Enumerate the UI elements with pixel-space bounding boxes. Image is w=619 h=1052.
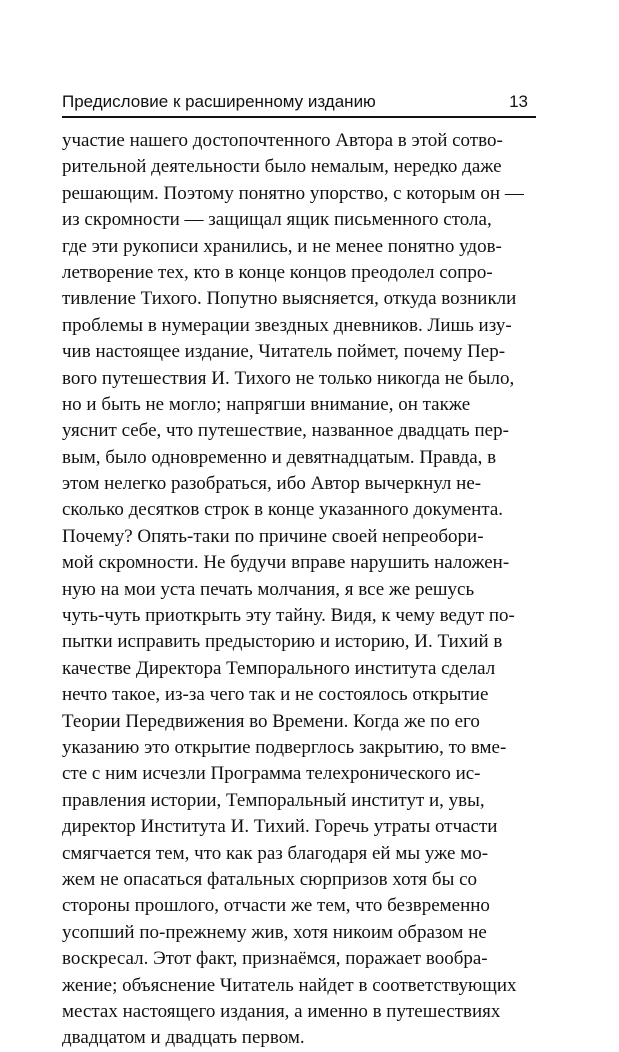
text-line: Теории Передвижения во Времени. Когда же по его [62, 710, 480, 732]
text-line: участие нашего достопочтенного Автора в этой сотво- [62, 130, 503, 151]
text-line: воскресал. Этот факт, признаёмся, поражает вообра- [62, 948, 488, 970]
body-text [62, 128, 536, 1052]
text-line: из скромности — защищал ящик письменного стола, [62, 209, 492, 231]
text-line: чуть-чуть приоткрыть эту тайну. Видя, к чему ведут по- [62, 605, 515, 627]
text-line: жение; объяснение Читатель найдет в соответствующих [62, 974, 517, 996]
text-line: решающим. Поэтому понятно упорство, с которым он — [62, 182, 524, 204]
text-line: указанию это открытие подверглось закрытию, то вме- [62, 736, 507, 758]
text-line: рительной деятельности было немалым, нередко даже [62, 156, 502, 178]
text-line: директор Института И. Тихий. Горечь утраты отчасти [62, 816, 498, 838]
text-line: но и быть не могло; напрягши внимание, он также [62, 393, 471, 415]
header-rule [62, 116, 536, 118]
page-number: 13 [509, 92, 528, 111]
text-line: Почему? Опять-таки по причине своей непреобори- [62, 525, 484, 547]
text-line: местах настоящего издания, а именно в путешествиях [62, 1000, 501, 1022]
text-line: ную на мои уста печать молчания, я все же решусь [62, 578, 475, 600]
text-line: чив настоящее издание, Читатель поймет, почему Пер- [62, 341, 506, 363]
text-line: нечто такое, из-за чего так и не состоялось открытие [62, 684, 489, 706]
text-line: проблемы в нумерации звездных дневников. Лишь изу- [62, 314, 512, 336]
text-line: пытки исправить предысторию и историю, И. Тихий в [62, 631, 503, 653]
text-line: стороны прошлого, отчасти же тем, что безвременно [62, 895, 490, 917]
text-line: качестве Директора Темпорального института сделал [62, 657, 496, 679]
text-line: мой скромности. Не будучи вправе нарушить наложен- [62, 552, 510, 574]
text-line: летворение тех, кто в конце концов преодолел сопро- [62, 261, 493, 283]
text-line: где эти рукописи хранились, и не менее понятно удов- [62, 235, 502, 257]
running-head [62, 92, 536, 114]
text-line: жем не опасаться фатальных сюрпризов хотя бы со [62, 868, 478, 890]
text-line: сколько десятков строк в конце указанного документа. [62, 499, 504, 521]
text-line: уяснит себе, что путешествие, названное двадцать пер- [62, 420, 509, 442]
text-line: смягчается тем, что как раз благодаря ей мы уже мо- [62, 842, 489, 864]
text-line: сте с ним исчезли Программа телехронического ис- [62, 763, 481, 785]
text-line: вого путешествия И. Тихого не только никогда не было, [62, 367, 515, 389]
text-line: правления истории, Темпоральный институт и, увы, [62, 789, 485, 811]
text-line: усопший по-прежнему жив, хотя никоим образом не [62, 921, 487, 943]
running-head-title: Предисловие к расширенному изданию [62, 92, 376, 111]
text-line: тивление Тихого. Попутно выясняется, откуда возникли [62, 288, 517, 310]
text-line: двадцатом и двадцать первом. [62, 1027, 305, 1049]
text-line: вым, было одновременно и девятнадцатым. Правда, в [62, 446, 497, 468]
text-line: этом нелегко разобраться, ибо Автор вычеркнул не- [62, 473, 482, 495]
